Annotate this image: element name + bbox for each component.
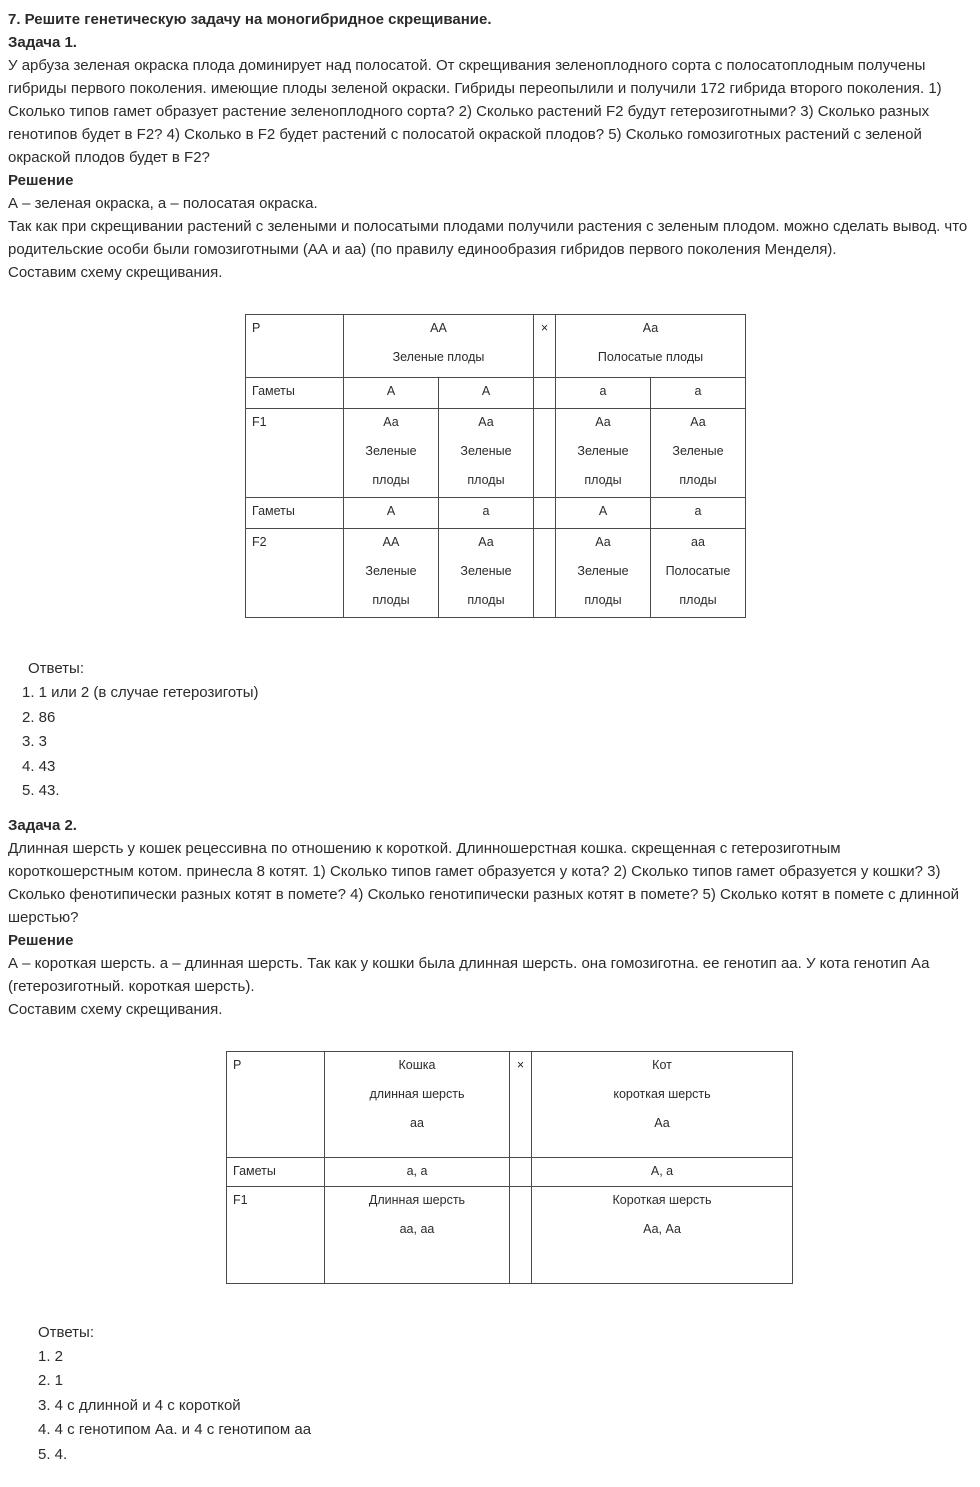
task1-solution-line-3: Составим схему скрещивания. bbox=[8, 264, 223, 281]
gamete-cell: А bbox=[344, 378, 439, 409]
task1-heading: Задача 1. bbox=[8, 34, 77, 51]
task1-crossing-scheme-table bbox=[245, 314, 746, 618]
task1-problem-text: У арбуза зеленая окраска плода доминирует над полосатой. От скрещивания зеленоплодного сорта с полосатоплодным получены гибриды первого поколения. имеющие плоды зеленой окраски. Гибриды переопылили и получили 172 гибрида второго поколения. 1) Сколько типов гамет образует растение зеленоплодного сорта? 2) Сколько растений F2 будут гетерозиготными? 3) Сколько разных генотипов будет в F2? 4) Сколько в F2 будет растений с полосатой окраской плодов? 5) Сколько гомозиготных растений с зеленой окраской плодов будет в F2? bbox=[8, 57, 942, 166]
cat-male-cell: Кот короткая шерсть Аа bbox=[532, 1051, 793, 1157]
spacer-cell bbox=[534, 529, 556, 618]
answer-item: 1. 1 или 2 (в случае гетерозиготы) bbox=[22, 684, 259, 701]
answers-heading: Ответы: bbox=[38, 1323, 95, 1341]
table1-row-f1 bbox=[246, 409, 746, 498]
row-label-cell: Гаметы bbox=[246, 378, 344, 409]
spacer-cell bbox=[510, 1186, 532, 1283]
genotype-cell: Короткая шерсть Аа, Аа bbox=[532, 1186, 793, 1283]
genotype-cell: Аа Зеленые плоды bbox=[439, 409, 534, 498]
gamete-cell: а, а bbox=[325, 1157, 510, 1186]
gamete-cell: а bbox=[651, 498, 746, 529]
task2-crossing-scheme-table bbox=[226, 1051, 793, 1284]
genotype-cell: Аа Зеленые плоды bbox=[344, 409, 439, 498]
answer-item: 4. 43 bbox=[22, 757, 56, 775]
row-label-cell: P bbox=[246, 315, 344, 378]
row-label-cell: F2 bbox=[246, 529, 344, 618]
gamete-cell: А bbox=[556, 498, 651, 529]
genotype-cell: АА Зеленые плоды bbox=[344, 529, 439, 618]
genotype-cell: Аа Зеленые плоды bbox=[556, 409, 651, 498]
row-label-cell: Гаметы bbox=[246, 498, 344, 529]
gamete-cell: А bbox=[344, 498, 439, 529]
answer-item: 2. 1 bbox=[38, 1372, 64, 1389]
parent2-genotype-cell: Аа Полосатые плоды bbox=[556, 315, 746, 378]
genotype-cell: Аа Зеленые плоды bbox=[556, 529, 651, 618]
row-label-cell: F1 bbox=[246, 409, 344, 498]
table1-row-gametes-2 bbox=[246, 498, 746, 529]
cross-symbol-cell: × bbox=[510, 1051, 532, 1157]
spacer-cell bbox=[534, 378, 556, 409]
gamete-cell: А, а bbox=[532, 1157, 793, 1186]
answers-heading: Ответы: bbox=[28, 660, 85, 677]
gamete-cell: а bbox=[651, 378, 746, 409]
genotype-cell: Аа Зеленые плоды bbox=[439, 529, 534, 618]
cat-female-cell: Кошка длинная шерсть аа bbox=[325, 1051, 510, 1157]
genotype-cell: Длинная шерсть аа, аа bbox=[325, 1186, 510, 1283]
table1-row-parents bbox=[246, 315, 746, 378]
genotype-cell: Аа Зеленые плоды bbox=[651, 409, 746, 498]
answer-item: 5. 4. bbox=[38, 1445, 68, 1463]
task2-heading: Задача 2. bbox=[8, 816, 77, 834]
task1-solution-heading: Решение bbox=[8, 172, 74, 189]
cross-symbol-cell: × bbox=[534, 315, 556, 378]
gamete-cell: а bbox=[556, 378, 651, 409]
task2-solution-line-1: А – короткая шерсть. а – длинная шерсть. Так как у кошки была длинная шерсть. она гомозиготна. ее генотип аа. У кота генотип Аа (гетерозиготный. короткая шерсть). bbox=[8, 954, 930, 995]
page-title: 7. Решите генетическую задачу на моногибридное скрещивание. bbox=[8, 11, 492, 28]
gamete-cell: а bbox=[439, 498, 534, 529]
task2-solution-line-2: Составим схему скрещивания. bbox=[8, 1000, 223, 1018]
row-label-cell: Гаметы bbox=[227, 1157, 325, 1186]
table2-row-f1 bbox=[227, 1186, 793, 1283]
answers-block-2 bbox=[8, 1320, 970, 1468]
table2-row-parents bbox=[227, 1051, 793, 1157]
spacer-cell bbox=[534, 498, 556, 529]
answer-item: 1. 2 bbox=[38, 1347, 64, 1365]
table1-row-gametes-1 bbox=[246, 378, 746, 409]
genotype-cell: аа Полосатые плоды bbox=[651, 529, 746, 618]
spacer-cell bbox=[534, 409, 556, 498]
table1-row-f2 bbox=[246, 529, 746, 618]
answer-item: 2. 86 bbox=[22, 708, 56, 726]
answers-block-1 bbox=[8, 656, 970, 804]
task1-solution-line-2: Так как при скрещивании растений с зелеными и полосатыми плодами получили растения с зеленым плодом. можно сделать вывод. что родительские особи были гомозиготными (АА и аа) (по правилу единообразия гибридов первого поколения Менделя). bbox=[8, 218, 968, 258]
answer-item: 3. 4 с длинной и 4 с короткой bbox=[38, 1396, 241, 1414]
task2-problem-text: Длинная шерсть у кошек рецессивна по отношению к короткой. Длинношерстная кошка. скрещенная с гетерозиготным короткошерстным котом. принесла 8 котят. 1) Сколько типов гамет образуется у кота? 2) Сколько типов гамет образуется у кошки? 3) Сколько фенотипически разных котят в помете? 4) Сколько генотипически разных котят в помете? 5) Сколько котят в помете с длинной шерстью? bbox=[8, 839, 959, 926]
answer-item: 4. 4 с генотипом Аа. и 4 с генотипом аа bbox=[38, 1421, 312, 1438]
task1-solution-line-1: А – зеленая окраска, а – полосатая окраска. bbox=[8, 195, 318, 212]
row-label-cell: P bbox=[227, 1051, 325, 1157]
spacer-cell bbox=[510, 1157, 532, 1186]
gamete-cell: А bbox=[439, 378, 534, 409]
answer-item: 5. 43. bbox=[22, 782, 60, 799]
task2-solution-heading: Решение bbox=[8, 931, 74, 949]
row-label-cell: F1 bbox=[227, 1186, 325, 1283]
answer-item: 3. 3 bbox=[22, 733, 48, 750]
parent1-genotype-cell: АА Зеленые плоды bbox=[344, 315, 534, 378]
table2-row-gametes bbox=[227, 1157, 793, 1186]
